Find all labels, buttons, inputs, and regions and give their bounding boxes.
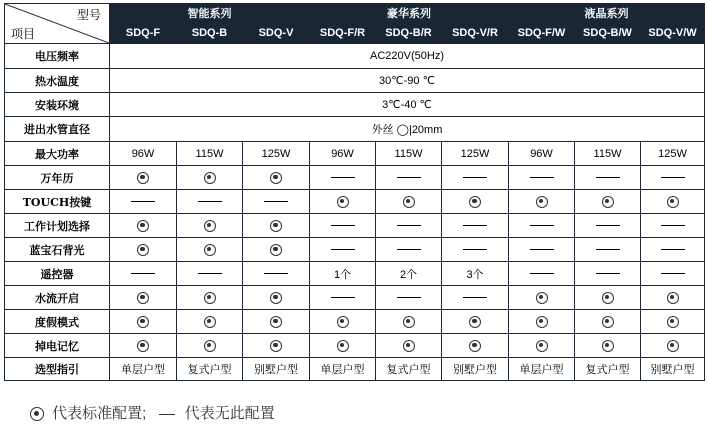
no-config-icon: [397, 297, 421, 298]
standard-config-cell: [110, 286, 177, 310]
standard-config-icon: [137, 172, 149, 184]
standard-config-cell: [177, 166, 243, 190]
value-cell: 3个: [442, 262, 509, 286]
no-config-cell: [110, 262, 177, 286]
standard-config-icon: [270, 316, 282, 328]
value-cell: 别墅户型: [641, 358, 705, 381]
no-config-cell: [442, 214, 509, 238]
no-config-icon: [596, 225, 620, 226]
standard-config-icon: [270, 292, 282, 304]
standard-config-cell: [575, 286, 641, 310]
spec-row: [5, 334, 705, 358]
standard-config-cell: [177, 214, 243, 238]
merged-value: 30℃-90 ℃: [110, 69, 705, 93]
spec-row: [5, 238, 705, 262]
model-header: SDQ-V: [243, 23, 310, 44]
series-header: 豪华系列: [310, 4, 509, 23]
legend-none-text: 代表无此配置: [184, 405, 275, 422]
standard-config-icon: [403, 340, 415, 352]
standard-config-cell: [509, 310, 575, 334]
row-label: 电压频率: [5, 44, 110, 69]
standard-config-cell: [442, 334, 509, 358]
value-cell: 别墅户型: [243, 358, 310, 381]
merged-value: 3℃-40 ℃: [110, 93, 705, 117]
corner-cell: [5, 4, 110, 44]
no-config-icon: [131, 273, 155, 274]
value-cell: 单层户型: [509, 358, 575, 381]
no-config-icon: [397, 249, 421, 250]
standard-config-cell: [575, 334, 641, 358]
model-header: SDQ-B/W: [575, 23, 641, 44]
standard-config-icon: [469, 316, 481, 328]
row-label: 遥控器: [5, 262, 110, 286]
spec-table: [4, 3, 705, 381]
no-config-cell: [641, 262, 705, 286]
series-header-row: [5, 4, 705, 23]
no-config-cell: [509, 166, 575, 190]
row-label: 蓝宝石背光: [5, 238, 110, 262]
standard-config-cell: [110, 310, 177, 334]
standard-config-icon: [667, 196, 679, 208]
standard-config-cell: [310, 310, 376, 334]
spec-row: [5, 117, 705, 142]
row-label: 水流开启: [5, 286, 110, 310]
no-config-cell: [243, 262, 310, 286]
value-cell: 复式户型: [177, 358, 243, 381]
row-label: 安装环境: [5, 93, 110, 117]
no-config-cell: [310, 214, 376, 238]
standard-config-icon: [403, 196, 415, 208]
standard-config-cell: [509, 334, 575, 358]
no-config-icon: [596, 249, 620, 250]
standard-config-cell: [177, 286, 243, 310]
standard-config-cell: [110, 238, 177, 262]
standard-config-icon: [270, 172, 282, 184]
model-header: SDQ-F: [110, 23, 177, 44]
standard-config-icon: [204, 340, 216, 352]
standard-config-icon: [204, 220, 216, 232]
no-config-cell: [641, 238, 705, 262]
standard-config-icon: [536, 196, 548, 208]
value-cell: 96W: [110, 142, 177, 166]
spec-row: [5, 44, 705, 69]
standard-config-icon: [137, 292, 149, 304]
row-label: 掉电记忆: [5, 334, 110, 358]
no-config-icon: [463, 177, 487, 178]
standard-config-cell: [243, 286, 310, 310]
spec-row: [5, 190, 705, 214]
standard-config-icon: [137, 340, 149, 352]
no-config-cell: [310, 166, 376, 190]
standard-config-icon: [602, 316, 614, 328]
model-header-row: [5, 23, 705, 44]
standard-config-icon: [536, 316, 548, 328]
standard-config-icon: [137, 220, 149, 232]
standard-config-cell: [575, 310, 641, 334]
row-label: 工作计划选择: [5, 214, 110, 238]
standard-config-icon: [270, 244, 282, 256]
spec-row: [5, 262, 705, 286]
row-label: TOUCH按键: [5, 190, 110, 214]
value-cell: 2个: [376, 262, 442, 286]
standard-config-cell: [177, 334, 243, 358]
no-config-cell: [641, 166, 705, 190]
standard-config-cell: [243, 238, 310, 262]
spec-row: [5, 358, 705, 381]
no-config-icon: [331, 297, 355, 298]
no-config-cell: [509, 262, 575, 286]
value-cell: 1个: [310, 262, 376, 286]
no-config-cell: [376, 286, 442, 310]
standard-config-icon: [137, 316, 149, 328]
no-config-icon: [331, 177, 355, 178]
row-label: 选型指引: [5, 358, 110, 381]
standard-config-cell: [243, 214, 310, 238]
standard-config-cell: [509, 286, 575, 310]
standard-config-icon: [536, 292, 548, 304]
spec-row: [5, 214, 705, 238]
standard-config-cell: [641, 190, 705, 214]
no-config-cell: [376, 214, 442, 238]
standard-config-icon: [270, 220, 282, 232]
standard-config-cell: [509, 190, 575, 214]
no-config-icon: [397, 225, 421, 226]
standard-config-cell: [243, 166, 310, 190]
standard-config-cell: [110, 334, 177, 358]
spec-row: [5, 142, 705, 166]
standard-config-icon: [204, 244, 216, 256]
model-header: SDQ-B: [177, 23, 243, 44]
standard-config-icon: [137, 244, 149, 256]
no-config-icon: [264, 273, 288, 274]
standard-config-icon: [602, 292, 614, 304]
standard-config-cell: [641, 310, 705, 334]
no-config-cell: [110, 190, 177, 214]
standard-config-cell: [442, 310, 509, 334]
no-config-cell: [310, 286, 376, 310]
standard-config-icon: [337, 196, 349, 208]
value-cell: 别墅户型: [442, 358, 509, 381]
no-config-icon: [463, 297, 487, 298]
value-cell: 125W: [243, 142, 310, 166]
spec-row: [5, 69, 705, 93]
standard-config-icon: [667, 292, 679, 304]
no-config-icon: [331, 225, 355, 226]
standard-config-cell: [310, 190, 376, 214]
no-config-icon: [530, 273, 554, 274]
standard-config-icon: [204, 316, 216, 328]
no-config-icon: [596, 273, 620, 274]
no-config-cell: [177, 262, 243, 286]
series-header: 液晶系列: [509, 4, 705, 23]
spec-table-container: [4, 3, 704, 381]
no-config-icon: [463, 225, 487, 226]
no-config-cell: [575, 166, 641, 190]
value-cell: 单层户型: [310, 358, 376, 381]
legend-standard-text: 代表标准配置;: [52, 405, 147, 422]
value-cell: 115W: [177, 142, 243, 166]
value-cell: 复式户型: [575, 358, 641, 381]
standard-config-icon: [602, 340, 614, 352]
standard-config-icon: [536, 340, 548, 352]
standard-config-icon: [270, 340, 282, 352]
model-header: SDQ-V/W: [641, 23, 705, 44]
row-label: 最大功率: [5, 142, 110, 166]
standard-config-icon: [667, 340, 679, 352]
no-config-cell: [310, 238, 376, 262]
standard-config-icon: [403, 316, 415, 328]
standard-config-icon: [337, 340, 349, 352]
value-cell: 复式户型: [376, 358, 442, 381]
standard-config-cell: [376, 334, 442, 358]
no-config-icon: [198, 273, 222, 274]
standard-config-cell: [641, 334, 705, 358]
no-config-cell: [442, 166, 509, 190]
no-config-icon: [463, 249, 487, 250]
corner-item-label: 项目: [11, 27, 36, 41]
standard-config-icon: [337, 316, 349, 328]
model-header: SDQ-B/R: [376, 23, 442, 44]
standard-config-cell: [110, 214, 177, 238]
corner-type-label: 型号: [76, 8, 101, 22]
value-cell: 96W: [310, 142, 376, 166]
value-cell: 125W: [442, 142, 509, 166]
no-config-icon: [159, 414, 175, 415]
value-cell: 115W: [376, 142, 442, 166]
no-config-cell: [575, 262, 641, 286]
standard-config-cell: [376, 310, 442, 334]
model-header: SDQ-F/R: [310, 23, 376, 44]
no-config-icon: [661, 249, 685, 250]
series-header: 智能系列: [110, 4, 310, 23]
no-config-cell: [442, 238, 509, 262]
no-config-icon: [397, 177, 421, 178]
no-config-cell: [575, 214, 641, 238]
no-config-icon: [661, 273, 685, 274]
row-label: 热水温度: [5, 69, 110, 93]
value-cell: 单层户型: [110, 358, 177, 381]
no-config-icon: [530, 225, 554, 226]
no-config-cell: [509, 214, 575, 238]
no-config-cell: [575, 238, 641, 262]
no-config-icon: [530, 249, 554, 250]
standard-config-icon: [469, 340, 481, 352]
row-label: 万年历: [5, 166, 110, 190]
standard-config-cell: [243, 334, 310, 358]
spec-row: [5, 166, 705, 190]
no-config-icon: [331, 249, 355, 250]
model-header: SDQ-F/W: [509, 23, 575, 44]
no-config-cell: [509, 238, 575, 262]
row-label: 度假模式: [5, 310, 110, 334]
standard-config-icon: [469, 196, 481, 208]
standard-config-cell: [575, 190, 641, 214]
standard-config-cell: [243, 310, 310, 334]
no-config-icon: [264, 201, 288, 202]
no-config-icon: [198, 201, 222, 202]
standard-config-cell: [376, 190, 442, 214]
no-config-cell: [177, 190, 243, 214]
no-config-cell: [641, 214, 705, 238]
merged-value: 外丝 ◯|20mm: [110, 117, 705, 142]
merged-value: AC220V(50Hz): [110, 44, 705, 69]
row-label: 进出水管直径: [5, 117, 110, 142]
standard-config-icon: [602, 196, 614, 208]
standard-config-icon: [204, 172, 216, 184]
no-config-cell: [243, 190, 310, 214]
standard-config-cell: [177, 310, 243, 334]
no-config-icon: [596, 177, 620, 178]
standard-config-cell: [310, 334, 376, 358]
no-config-icon: [661, 225, 685, 226]
legend: [30, 402, 275, 423]
value-cell: 115W: [575, 142, 641, 166]
value-cell: 125W: [641, 142, 705, 166]
model-header: SDQ-V/R: [442, 23, 509, 44]
no-config-icon: [661, 177, 685, 178]
standard-config-cell: [641, 286, 705, 310]
standard-config-cell: [177, 238, 243, 262]
standard-config-cell: [442, 190, 509, 214]
standard-config-cell: [110, 166, 177, 190]
no-config-cell: [376, 238, 442, 262]
no-config-icon: [131, 201, 155, 202]
spec-row: [5, 286, 705, 310]
no-config-icon: [530, 177, 554, 178]
standard-config-icon: [30, 407, 44, 421]
value-cell: 96W: [509, 142, 575, 166]
standard-config-icon: [204, 292, 216, 304]
no-config-cell: [442, 286, 509, 310]
no-config-cell: [376, 166, 442, 190]
standard-config-icon: [667, 316, 679, 328]
spec-row: [5, 93, 705, 117]
spec-row: [5, 310, 705, 334]
